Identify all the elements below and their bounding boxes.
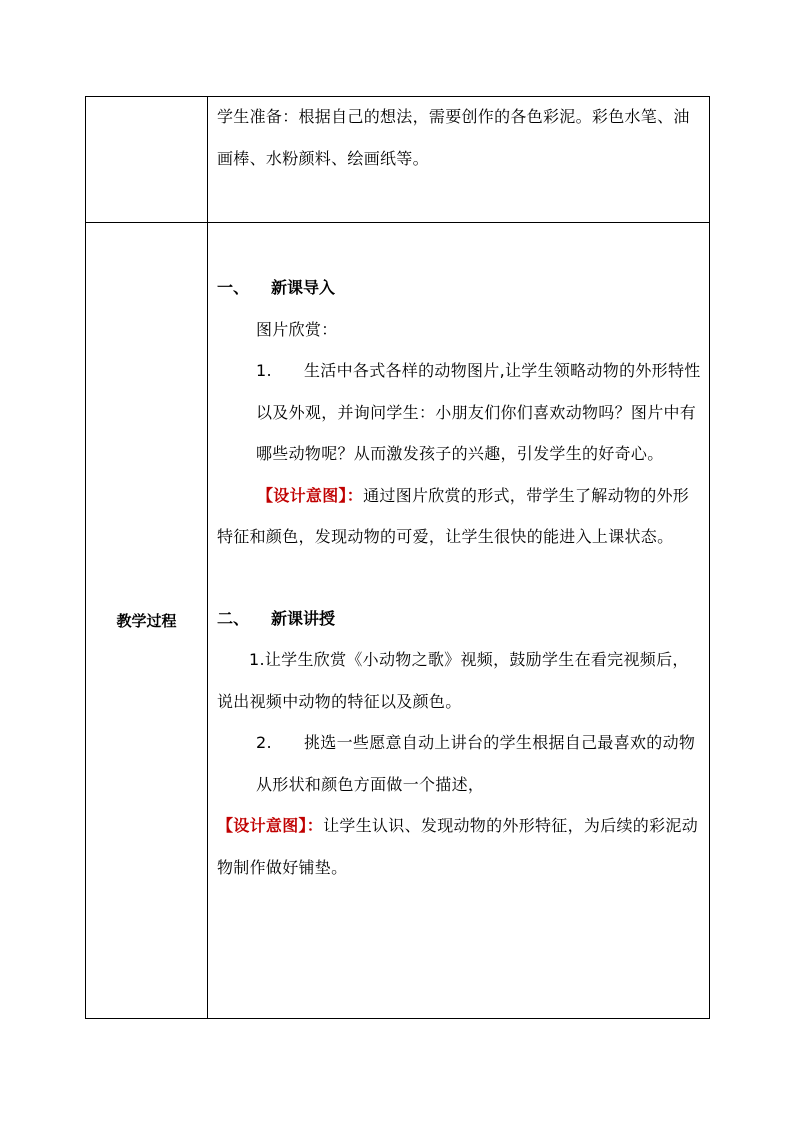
section1-subtitle: 图片欣赏： — [256, 319, 338, 339]
table-row-preparation — [86, 97, 710, 223]
lesson-plan-table — [85, 96, 710, 1019]
section1-number: 一、 — [217, 278, 250, 297]
row2-content-cell — [208, 223, 710, 1019]
section1-item1-number: 1. — [256, 361, 272, 380]
row1-content-cell — [208, 97, 710, 223]
teaching-process-label: 教学过程 — [116, 612, 177, 630]
section2-intent-tag: 【设计意图】： — [217, 816, 324, 835]
section2-heading — [208, 598, 709, 640]
row2-label-cell — [86, 223, 208, 1019]
section2-intent — [208, 805, 709, 888]
section1-item1 — [208, 350, 709, 475]
section2-intent-text: 让学生认识、发现动物的外形特征，为后续的彩泥动物制作做好铺垫。 — [217, 816, 699, 877]
section1-title: 新课导入 — [271, 278, 336, 297]
table-row-process — [86, 223, 710, 1019]
section2-item2-number: 2. — [256, 733, 272, 752]
section2-item2 — [208, 722, 709, 805]
preparation-text: 学生准备：根据自己的想法，需要创作的各色彩泥。彩色水笔、油画棒、水粉颜料、绘画纸等。 — [217, 107, 690, 168]
section1-intent-tag: 【设计意图】： — [257, 485, 364, 505]
section2-item2-text: 挑选一些愿意自动上讲台的学生根据自己最喜欢的动物从形状和颜色方面做一个描述， — [256, 733, 696, 794]
section1-item1-text: 生活中各式各样的动物图片,让学生领略动物的外形特性以及外观，并询问学生：小朋友们你们喜欢动物吗？图片中有哪些动物呢？从而激发孩子的兴趣，引发学生的好奇心。 — [256, 361, 701, 463]
section2-title: 新课讲授 — [271, 608, 336, 628]
section2-number: 二、 — [217, 608, 250, 628]
section1-intent-text: 通过图片欣赏的形式，带学生了解动物的外形特征和颜色，发现动物的可爱，让学生很快的能进入上课状态。 — [217, 485, 690, 546]
section1-heading — [208, 267, 709, 309]
section2-item1: 1.让学生欣赏《小动物之歌》视频，鼓励学生在看完视频后，说出视频中动物的特征以及颜色。 — [217, 650, 689, 711]
row1-label-cell — [86, 97, 208, 223]
section1-intent — [208, 475, 709, 558]
